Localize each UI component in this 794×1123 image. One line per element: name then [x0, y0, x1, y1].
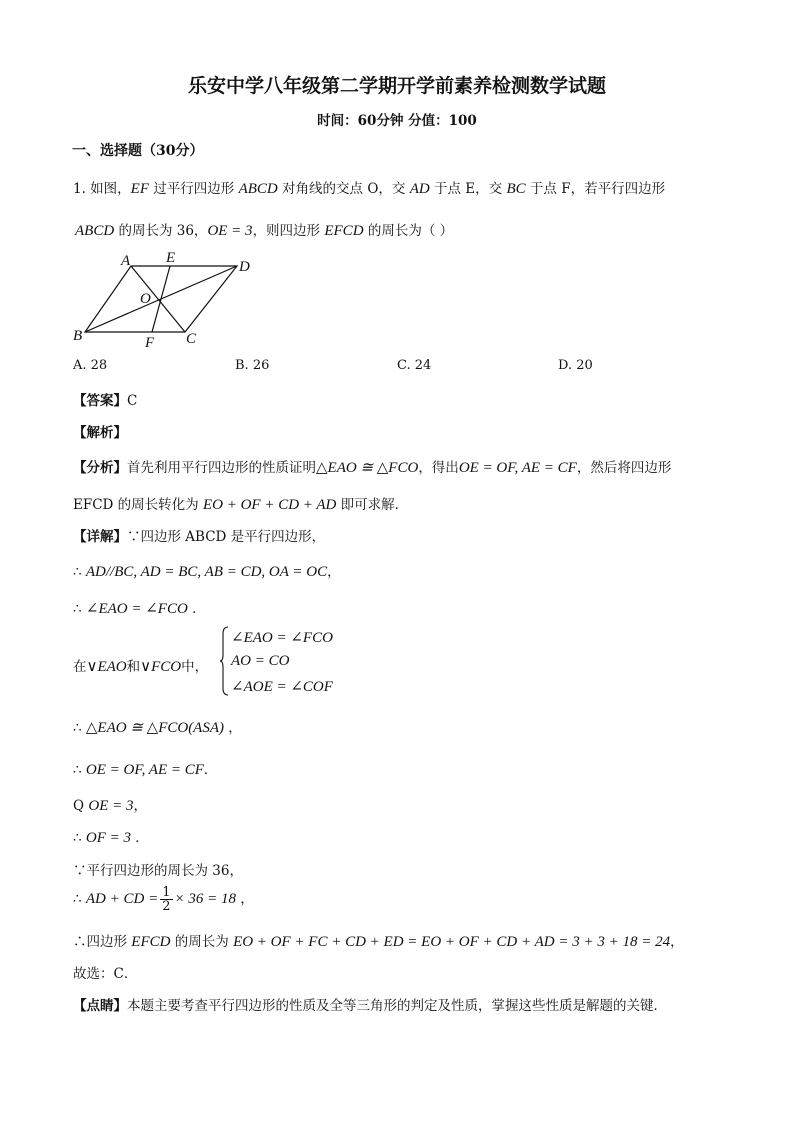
detail-line-4	[73, 716, 242, 737]
math: × 36 = 18	[174, 891, 236, 907]
text: EFCD 的周长转化为	[73, 497, 203, 513]
label-e: E	[166, 250, 176, 266]
text: ∴	[73, 564, 86, 580]
math: OE = OF, AE = CF	[85, 762, 204, 778]
question-line-2	[75, 219, 453, 240]
math: △EAO ≅ △FCO(ASA)	[85, 720, 225, 736]
math: EF	[130, 181, 149, 197]
text: 的周长为（ ）	[363, 223, 454, 239]
detail-line-7	[73, 826, 149, 847]
math: EO + OF + FC + CD + ED = EO + OF + CD + AD = 3 + 3 + 18 = 24	[233, 934, 671, 950]
detail-line-9	[73, 886, 254, 913]
text: ∴	[73, 720, 86, 736]
text: ．	[203, 762, 218, 778]
fenxi-line-2	[73, 493, 408, 514]
math: ∨FCO	[140, 659, 182, 675]
comment-tag: 【点睛】	[73, 998, 127, 1014]
fenxi-tag: 【分析】	[73, 460, 127, 476]
detail-line-8: ∵平行四边形的周长为 36，	[73, 863, 243, 879]
option-a: A. 28	[73, 358, 108, 373]
fenxi-line-1	[73, 456, 671, 477]
text: ，	[327, 564, 341, 580]
text: 和	[126, 659, 141, 675]
math: ABCD	[75, 223, 115, 239]
math: AD + CD =	[85, 891, 159, 907]
system-eq-1: ∠EAO = ∠FCO	[231, 630, 333, 646]
text: ，	[236, 891, 254, 907]
text: 本题主要考查平行四边形的性质及全等三角形的判定及性质，掌握这些性质是解题的关键．	[127, 998, 667, 1014]
system-eq-2: AO = CO	[231, 653, 290, 669]
fraction-numerator: 1	[162, 885, 171, 900]
text: ∴	[73, 891, 86, 907]
math: OE = 3	[88, 798, 134, 814]
text: ∴四边形	[73, 934, 132, 950]
text: ，然后将四边形	[576, 460, 672, 476]
text: 首先利用平行四边形的性质证明	[127, 460, 316, 476]
math: BC	[506, 181, 526, 197]
analysis-tag: 【解析】	[73, 425, 127, 441]
label-c: C	[186, 331, 197, 347]
text: ，	[224, 720, 242, 736]
math: △EAO ≅ △FCO	[316, 460, 419, 476]
text: ．	[187, 601, 206, 617]
math: ABCD	[238, 181, 278, 197]
label-o: O	[140, 291, 151, 307]
detail-line-11: 故选：C．	[73, 966, 138, 982]
option-b: B. 26	[235, 358, 270, 373]
option-d: D. 20	[558, 358, 593, 373]
question-line-1	[73, 177, 665, 198]
label-f: F	[145, 335, 155, 350]
label-a: A	[121, 253, 131, 269]
text: 即可求解．	[336, 497, 409, 513]
segment-ef	[152, 266, 170, 332]
text: 在	[73, 659, 87, 675]
text: ∴	[73, 601, 86, 617]
text: Q	[73, 798, 89, 814]
fraction-denominator: 2	[162, 899, 171, 914]
math: EO + OF + CD + AD	[202, 497, 337, 513]
answer-line	[73, 389, 137, 409]
system-brace	[219, 626, 229, 696]
system-eq-3: ∠AOE = ∠COF	[231, 679, 333, 695]
detail-line-3	[73, 655, 208, 676]
math: ∠EAO = ∠FCO	[85, 601, 188, 617]
detail-line-1	[73, 560, 341, 581]
text: ．	[131, 830, 149, 846]
math: OE = OF, AE = CF	[458, 460, 577, 476]
math: AD//BC, AD = BC, AB = CD, OA = OC	[85, 564, 328, 580]
label-b: B	[73, 328, 83, 344]
math: OE = 3	[207, 223, 253, 239]
text: ∴	[73, 830, 86, 846]
text: ，则四边形	[252, 223, 325, 239]
detail-line-2	[73, 597, 206, 618]
math: OF = 3	[85, 830, 132, 846]
page-title: 乐安中学八年级第二学期开学前素养检测数学试题	[187, 75, 606, 97]
option-c: C. 24	[397, 358, 432, 373]
math: ∨EAO	[86, 659, 127, 675]
answer-value: C	[127, 393, 138, 409]
math: EFCD	[324, 223, 364, 239]
detail-line-0	[73, 525, 325, 545]
text: 于点 F，若平行四边形	[525, 181, 666, 197]
comment-line	[73, 994, 667, 1014]
detail-line-5	[73, 758, 217, 779]
fraction-half	[160, 886, 172, 913]
text: 过平行四边形	[149, 181, 239, 197]
text: 的周长为 36，	[114, 223, 208, 239]
text: ，	[670, 934, 684, 950]
math: EFCD	[131, 934, 171, 950]
text: ，得出	[418, 460, 459, 476]
parallelogram-figure	[65, 248, 265, 350]
text: ，	[133, 798, 147, 814]
label-d: D	[239, 259, 250, 275]
math: AD	[409, 181, 430, 197]
detail-tag: 【详解】	[73, 529, 127, 545]
text: 中，	[181, 659, 209, 675]
answer-tag: 【答案】	[73, 393, 127, 409]
text: ∵四边形 ABCD 是平行四边形，	[127, 529, 326, 545]
detail-line-10	[73, 930, 684, 951]
text: 1. 如图，	[73, 181, 131, 197]
figure-lines	[85, 266, 237, 332]
detail-line-6	[73, 794, 147, 815]
section-title: 一、选择题（30分）	[72, 143, 204, 159]
text: 的周长为	[170, 934, 234, 950]
exam-info: 时间：60分钟 分值：100	[317, 113, 477, 129]
text: ∴	[73, 762, 86, 778]
text: 对角线的交点 O，交	[277, 181, 410, 197]
text: 于点 E，交	[429, 181, 507, 197]
